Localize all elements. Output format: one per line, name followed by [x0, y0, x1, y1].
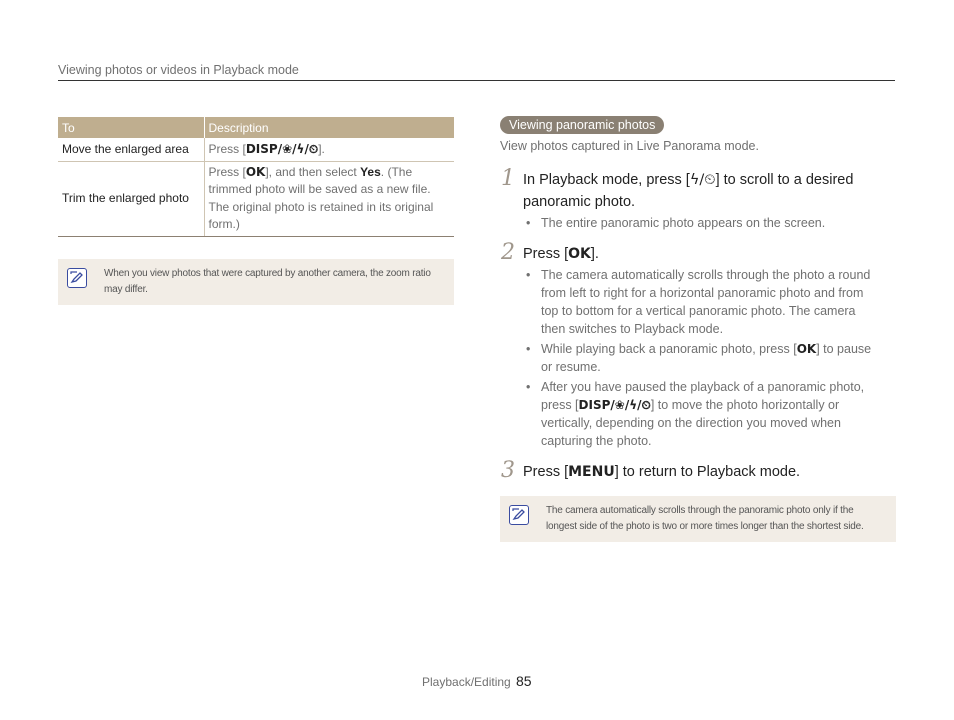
list-item: • After you have paused the playback of a panoramic photo, press [DISP/❀/ϟ/⏲] to move the photo horizontally or vertically, depending on the direction you moved when capturing the photo.: [524, 378, 880, 450]
header-divider: [58, 80, 895, 81]
step-text: In Playback mode, press [ϟ/⏲] to scroll to a desired panoramic photo.: [523, 172, 854, 210]
page-number: 85: [516, 673, 532, 689]
note-icon: [509, 505, 529, 525]
list-item: • The entire panoramic photo appears on the screen.: [524, 214, 880, 232]
key-glyphs: DISP/❀/ϟ/⏲: [578, 398, 651, 412]
table-row: [58, 161, 454, 236]
section-title-pill: Viewing panoramic photos: [500, 116, 664, 134]
step-text: Press [OK].: [523, 246, 599, 262]
flash-timer-keys: ϟ/⏲: [689, 172, 716, 188]
footer-section-label: Playback/Editing: [422, 675, 511, 689]
table-cell-description: Press [DISP/❀/ϟ/⏲].: [204, 138, 454, 161]
table-header-description: Description: [204, 117, 454, 138]
list-item: • The camera automatically scrolls through the photo a round from left to right for a horizontal panoramic photo and from top to bottom for a vertical panoramic photo. The camera then switches to Playback mode.: [524, 266, 880, 338]
table-cell-description: Press [OK], and then select Yes. (The trimmed photo will be saved as a new file. The original photo is retained in its original form.): [204, 161, 454, 236]
step-number: 3: [501, 458, 515, 483]
section-header: Viewing photos or videos in Playback mode: [58, 63, 299, 77]
note-icon: [67, 268, 87, 288]
table-cell-to: Trim the enlarged photo: [58, 161, 204, 236]
note-text: When you view photos that were captured by another camera, the zoom ratio may differ.: [104, 268, 431, 295]
note-box: [58, 259, 454, 305]
ok-key: OK: [245, 164, 266, 179]
step-bullets: [524, 266, 880, 452]
menu-key: MENU: [568, 464, 615, 480]
ok-key: OK: [796, 342, 817, 356]
table-row: [58, 138, 454, 161]
note-box: [500, 496, 896, 542]
yes-option: Yes: [360, 164, 381, 179]
section-intro: View photos captured in Live Panorama mode.: [500, 139, 759, 153]
step-number: 2: [501, 240, 515, 265]
table-header-to: To: [58, 117, 204, 138]
note-text: The camera automatically scrolls through the panoramic photo only if the longest side of the photo is two or more times longer than the shortest side.: [546, 505, 864, 532]
table-cell-to: Move the enlarged area: [58, 138, 204, 161]
key-glyphs: DISP/❀/ϟ/⏲: [245, 141, 319, 156]
ok-key: OK: [568, 246, 591, 262]
step-text: Press [MENU] to return to Playback mode.: [523, 464, 801, 480]
function-table: [58, 117, 454, 237]
list-item: • While playing back a panoramic photo, press [OK] to pause or resume.: [524, 340, 880, 376]
step-bullets: [524, 214, 880, 234]
step-number: 1: [501, 166, 515, 191]
